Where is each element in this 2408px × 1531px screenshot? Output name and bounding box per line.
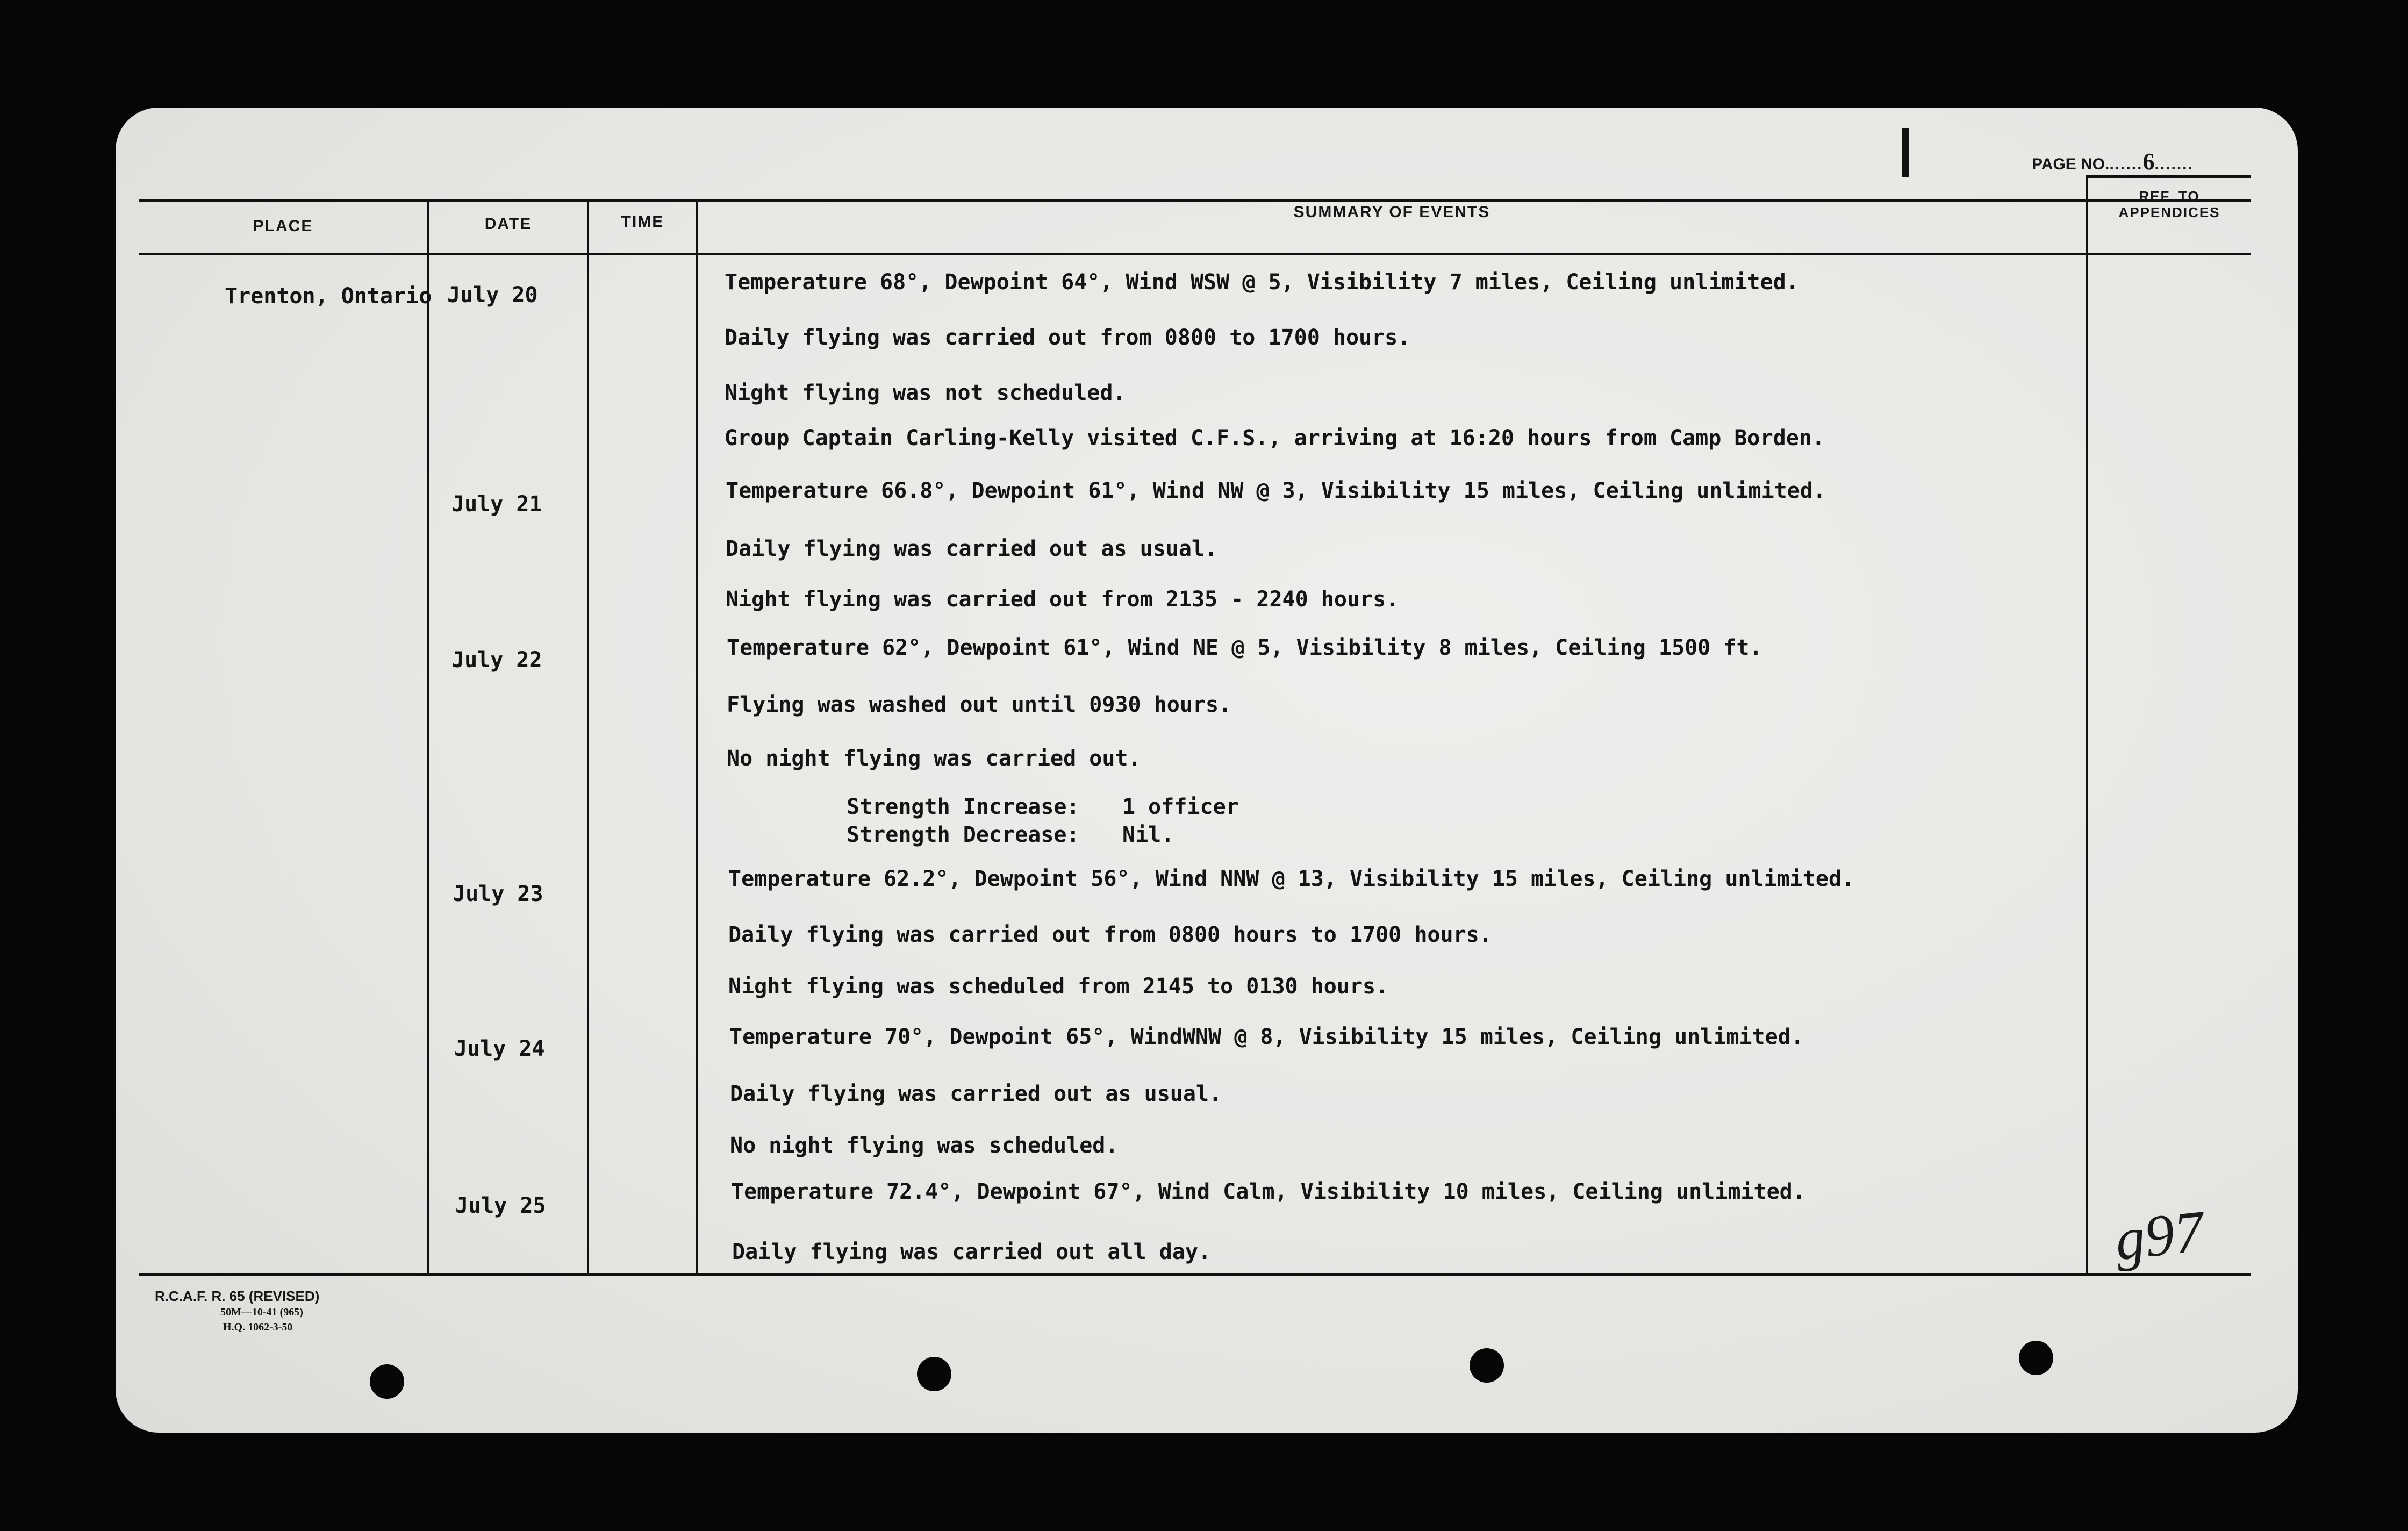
date-entry: July 24 [454, 1036, 545, 1061]
event-line: No night flying was scheduled. [730, 1133, 1119, 1158]
strength-increase-label: Strength Increase: [847, 795, 1080, 819]
date-entry: July 21 [452, 492, 542, 517]
event-line: Daily flying was carried out as usual. [726, 536, 1218, 561]
header-mark [1902, 128, 1909, 177]
header-bottom-rule [139, 253, 2251, 255]
event-line: Group Captain Carling-Kelly visited C.F.S., arriving at 16:20 hours from Camp Borden. [725, 426, 1825, 450]
event-line: Temperature 62.2°, Dewpoint 56°, Wind NNW @ 13, Visibility 15 miles, Ceiling unlimited. [728, 867, 1855, 891]
punch-hole [370, 1364, 404, 1399]
event-line: Daily flying was carried out as usual. [730, 1082, 1222, 1106]
date-entry: July 23 [453, 882, 543, 906]
event-line: Daily flying was carried out all day. [732, 1240, 1212, 1264]
event-line: Temperature 66.8°, Dewpoint 61°, Wind NW @ 3, Visibility 15 miles, Ceiling unlimited. [726, 478, 1826, 503]
event-line: Temperature 68°, Dewpoint 64°, Wind WSW @ 5, Visibility 7 miles, Ceiling unlimited. [725, 270, 1799, 295]
header-time: TIME [621, 213, 664, 231]
col-divider-time [696, 200, 698, 1274]
header-date: DATE [484, 215, 532, 233]
event-line: Daily flying was carried out from 0800 to 1700 hours. [725, 325, 1411, 350]
header-place: PLACE [253, 217, 313, 235]
page-number-label: PAGE NO. [2032, 155, 2110, 173]
event-line: Temperature 70°, Dewpoint 65°, WindWNW @ 8, Visibility 15 miles, Ceiling unlimited. [729, 1025, 1804, 1049]
date-entry: July 20 [447, 283, 538, 307]
event-line: Night flying was not scheduled. [725, 381, 1126, 405]
punch-hole [917, 1357, 951, 1391]
date-entry: July 22 [452, 648, 542, 673]
date-entry: July 25 [455, 1193, 546, 1218]
strength-increase-value: 1 officer [1122, 795, 1239, 819]
right-top-rule [2086, 175, 2251, 178]
punch-hole [1470, 1348, 1504, 1383]
event-line: Night flying was carried out from 2135 - 2240 hours. [726, 587, 1399, 612]
diary-form-card [116, 108, 2298, 1433]
form-code-line1: R.C.A.F. R. 65 (REVISED) [155, 1288, 320, 1304]
strength-decrease-value: Nil. [1122, 822, 1174, 847]
col-divider-summary [2086, 176, 2088, 1274]
event-line: Temperature 62°, Dewpoint 61°, Wind NE @ 5, Visibility 8 miles, Ceiling 1500 ft. [727, 635, 1762, 660]
header-ref-line1: REF. TO [2139, 188, 2200, 204]
initials-signature: g97 [2112, 1198, 2207, 1273]
event-line: Night flying was scheduled from 2145 to 0130 hours. [728, 974, 1389, 999]
event-line: Flying was washed out until 0930 hours. [727, 692, 1232, 717]
bottom-rule [139, 1273, 2251, 1276]
event-line: No night flying was carried out. [727, 746, 1141, 771]
page-number: 6 [2142, 148, 2155, 175]
event-line: Temperature 72.4°, Dewpoint 67°, Wind Calm, Visibility 10 miles, Ceiling unlimited. [731, 1179, 1805, 1204]
header-ref-line2: APPENDICES [2118, 204, 2220, 220]
col-divider-place [427, 200, 429, 1274]
place-entry: Trenton, Ontario [225, 284, 432, 309]
form-code-line2: 50M—10-41 (965) [220, 1306, 303, 1318]
col-divider-date [587, 200, 589, 1274]
form-code-line3: H.Q. 1062-3-50 [223, 1321, 293, 1333]
strength-decrease-label: Strength Decrease: [847, 822, 1080, 847]
header-summary: SUMMARY OF EVENTS [1293, 203, 1490, 221]
top-rule [139, 199, 2251, 202]
event-line: Daily flying was carried out from 0800 hours to 1700 hours. [728, 922, 1492, 947]
punch-hole [2019, 1341, 2053, 1375]
page-number-field: PAGE NO.......6....... [2032, 148, 2194, 175]
